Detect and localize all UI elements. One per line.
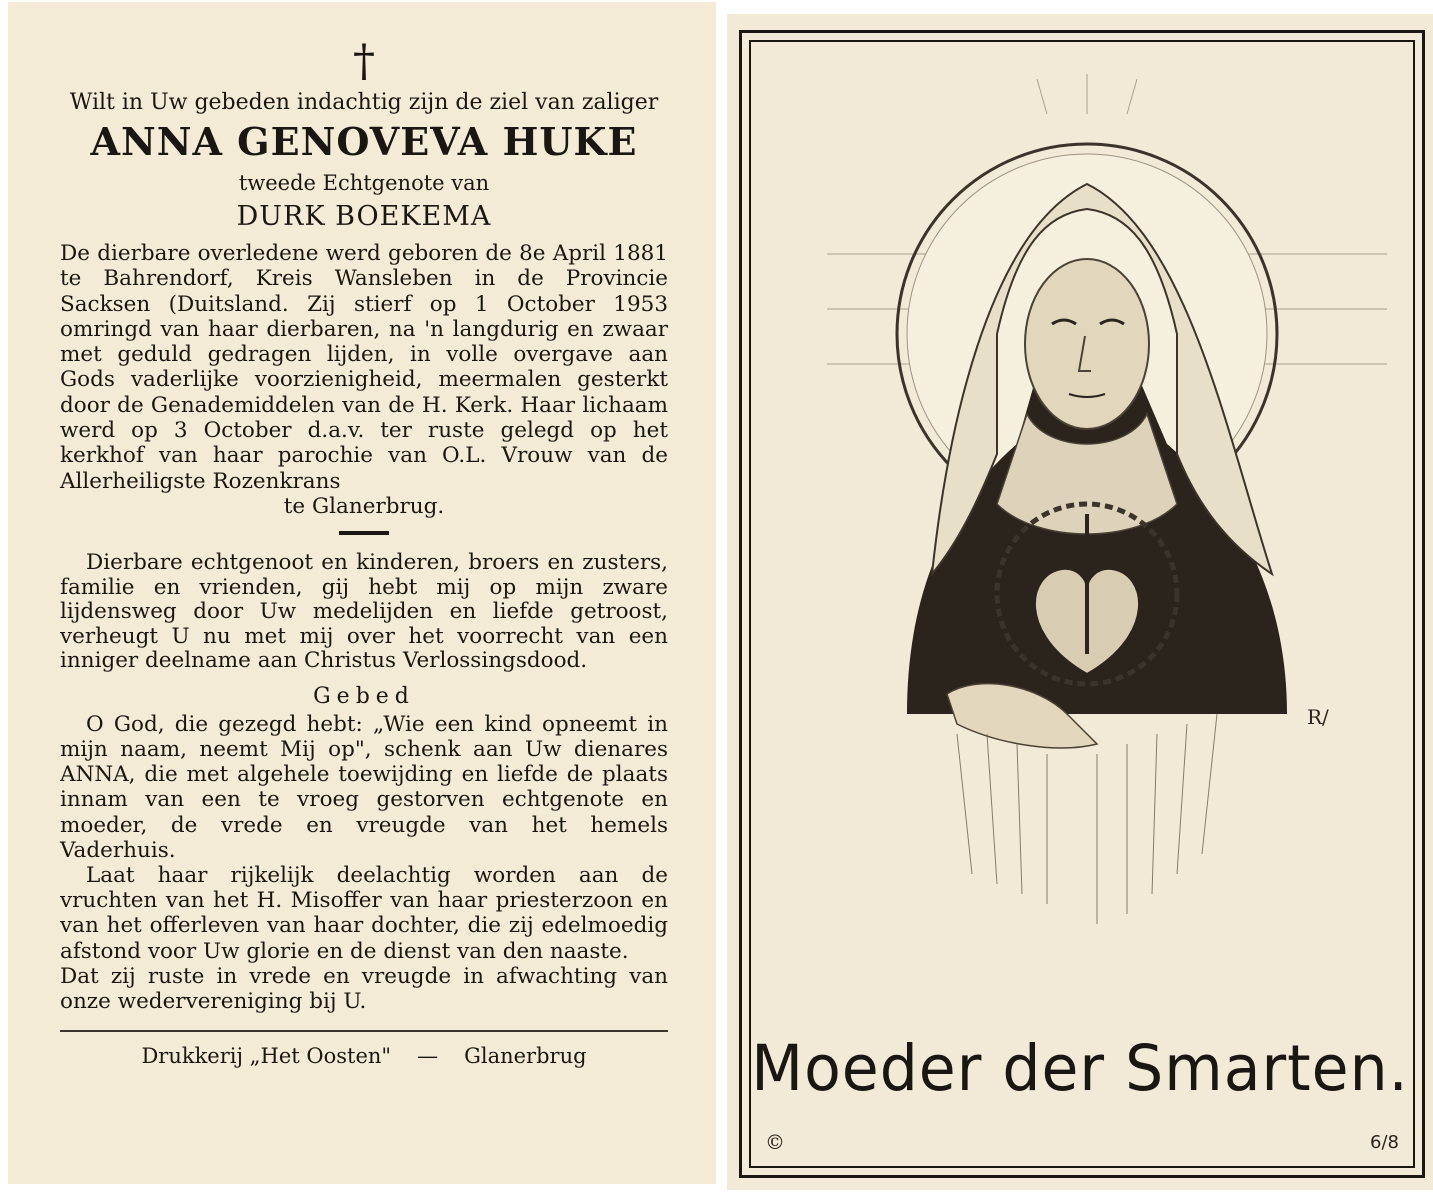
printer-credit [60, 1042, 668, 1070]
prayer-paragraph-1: O God, die gezegd hebt: „Wie een kind opneemt in mijn naam, neemt Mij op", schenk aan Uw dienares ANNA, die met algehele toewijding en liefde de plaats innam van een te vroeg gestorven echtgenote en moeder, de vrede en vreugde van het hemels Vaderhuis. [60, 711, 668, 863]
printer-dash: — [417, 1044, 439, 1069]
prayer-paragraph-2: Laat haar rijkelijk deelachtig worden aan de vruchten van het H. Misoffer van haar priesterzoon en van het offerleven van haar dochter, die zij edelmoedig afstond voor Uw glorie en de dienst van den naaste. [60, 862, 668, 964]
biography [60, 241, 668, 519]
copyright-mark: © [765, 1130, 785, 1154]
biography-text: De dierbare overledene werd geboren de 8e April 1881 te Bahrendorf, Kreis Wansleben in de Provincie Sacksen (Duitsland. Zij stierf op 1 October 1953 omringd van haar dierbaren, na 'n langdurig en zwaar met geduld gedragen lijden, in volle overgave aan Gods vaderlijke voorzienigheid, meermalen gesterkt door de Genademiddelen van de H. Kerk. Haar lichaam werd op 3 October d.a.v. ter ruste gelegd op het kerkhof van haar parochie van O.L. Vrouw van de Allerheiligste Rozenkrans [60, 241, 668, 494]
intro-text: Wilt in Uw gebeden indachtig zijn de ziel van zaliger [69, 90, 659, 115]
mater-dolorosa-illustration-icon [797, 74, 1397, 974]
printer-name: Drukkerij „Het Oosten" [141, 1044, 392, 1069]
cross-icon: † [353, 36, 375, 87]
card-number: 6/8 [1370, 1132, 1399, 1153]
spouse-name: DURK BOEKEMA [236, 201, 492, 232]
artist-mark: R/ [1307, 705, 1329, 729]
farewell-message: Dierbare echtgenoot en kinderen, broers en zusters, familie en vrienden, gij hebt mij op mijn zware lijdensweg door Uw medelijden en liefde getroost, verheugt U nu met mij over het voorrecht van een inniger deelname aan Christus Verlossingsdood. [60, 550, 668, 674]
memorial-card-image-side [727, 14, 1433, 1190]
prayer-heading: Gebed [313, 683, 415, 709]
prayer-paragraph-3: Dat zij ruste in vrede en vreugde in afwachting van onze wedervereniging bij U. [60, 963, 668, 1014]
deceased-name: ANNA GENOVEVA HUKE [90, 119, 638, 164]
footer-divider [60, 1030, 668, 1032]
spouse-label: tweede Echtgenote van [238, 171, 490, 195]
divider [339, 531, 389, 535]
biography-last-line: te Glanerbrug. [283, 493, 445, 519]
printer-place: Glanerbrug [464, 1044, 587, 1069]
memorial-card-text-side [8, 2, 716, 1184]
image-caption: Moeder der Smarten. [751, 1032, 1409, 1106]
